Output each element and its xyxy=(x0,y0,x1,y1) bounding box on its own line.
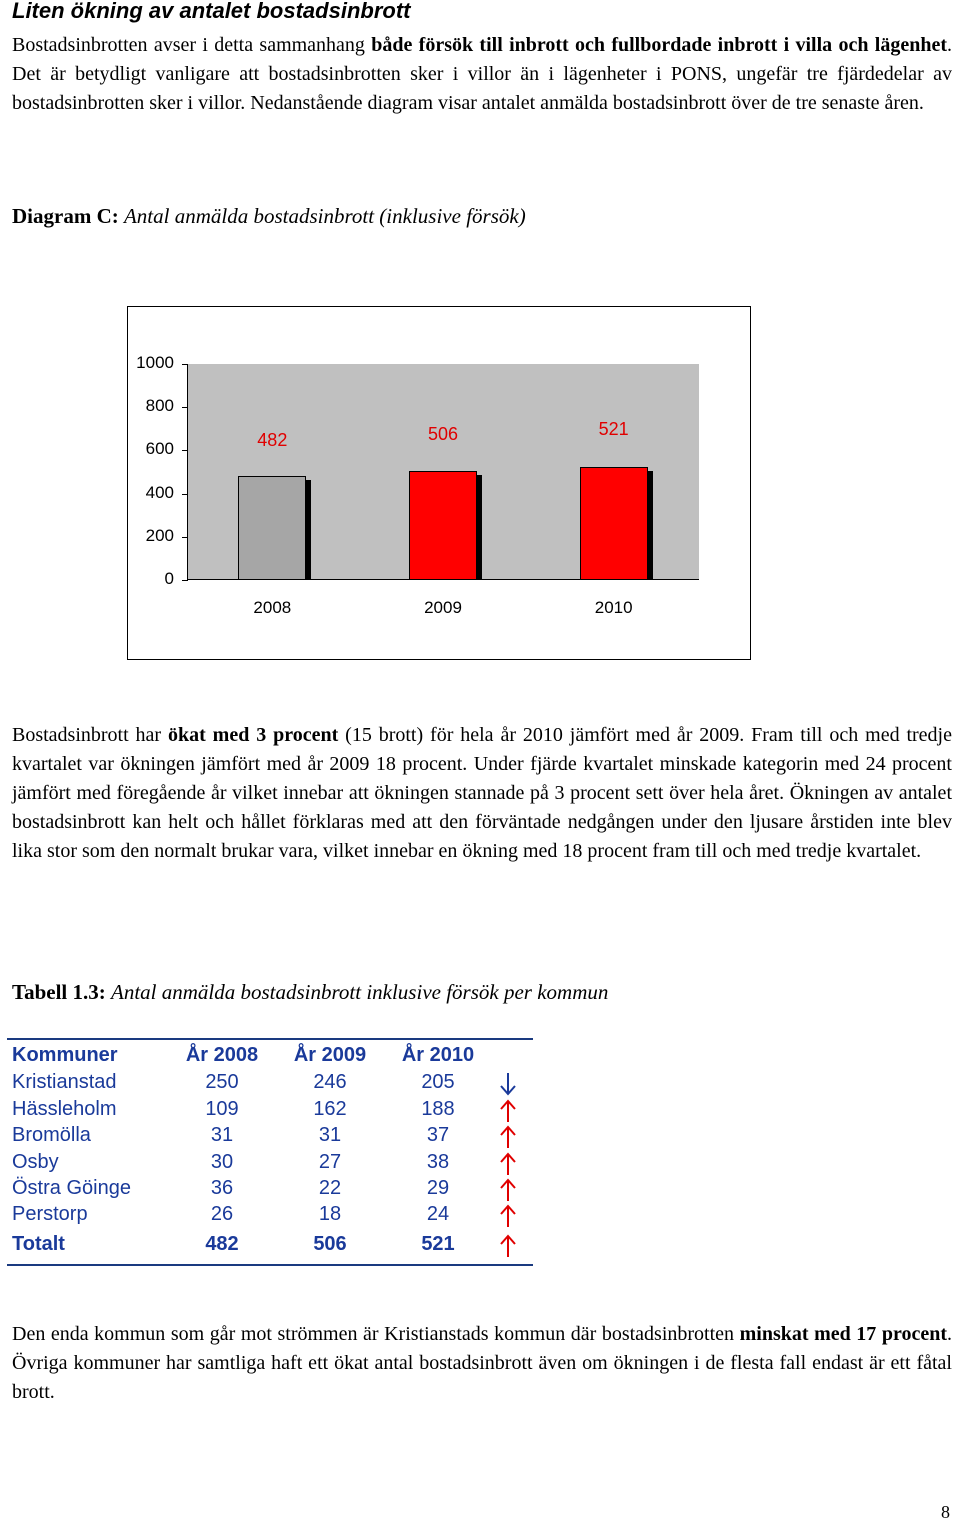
table-total-row xyxy=(7,1233,533,1259)
value-2010: 521 xyxy=(421,1233,455,1255)
y-tick-mark xyxy=(182,364,188,365)
value-2010: 205 xyxy=(421,1071,455,1093)
table-bottom-rule xyxy=(7,1264,533,1266)
table-row xyxy=(7,1203,533,1229)
x-tick-label-2008: 2008 xyxy=(253,598,292,617)
value-2008: 109 xyxy=(205,1098,239,1120)
y-tick-label: 800 xyxy=(145,396,174,416)
value-2009: 162 xyxy=(313,1098,347,1120)
data-label-2010: 521 xyxy=(598,419,629,440)
header-2008: År 2008 xyxy=(185,1044,259,1066)
table-row xyxy=(7,1071,533,1097)
y-tick-label: 600 xyxy=(145,439,174,459)
table-row xyxy=(7,1124,533,1150)
analysis-paragraph: Bostadsinbrott har ökat med 3 procent (15 brott) för hela år 2010 jämfört med år 2009. Fram till och med tredje kvartalet var ökningen jämfört med år 2009 18 procent. Under fjärde kvartalet minskade kategorin med 24 procent jämfört med föregående år vilket innebar att ökningen stannade på 3 procent sett över hela året. Ökningen av antalet bostadsinbrott kan helt och hållet förklaras med att den förväntade nedgången under den ljusare årstiden inte blev lika stor som den normalt brukar vara, vilket innebar en ökning med 18 procent fram till och med tredje kvartalet. xyxy=(12,724,952,862)
value-2010: 24 xyxy=(426,1203,450,1225)
arrow-up-icon xyxy=(497,1177,519,1203)
chart-caption: Diagram C: Antal anmälda bostadsinbrott (inklusive försök) xyxy=(12,204,526,228)
page-number: 8 xyxy=(941,1502,950,1522)
bar-2009 xyxy=(409,471,477,580)
header-2010: År 2010 xyxy=(401,1044,475,1066)
table-row xyxy=(7,1151,533,1177)
kommun-name: Östra Göinge xyxy=(12,1177,131,1199)
table-row xyxy=(7,1098,533,1124)
arrow-up-icon xyxy=(497,1203,519,1229)
value-2010: 188 xyxy=(421,1098,455,1120)
value-2008: 250 xyxy=(205,1071,239,1093)
y-tick-label: 400 xyxy=(145,482,174,502)
y-tick-mark xyxy=(182,494,188,495)
closing-paragraph: Den enda kommun som går mot strömmen är Kristianstads kommun där bostadsinbrotten minskat med 17 procent. Övriga kommuner har samtliga haft ett ökat antal bostadsinbrott även om ökningen i de flesta fall endast är ett fåtal brott. xyxy=(12,1323,953,1403)
y-tick-label: 0 xyxy=(164,569,174,588)
arrow-up-icon xyxy=(497,1151,519,1177)
arrow-up-icon xyxy=(497,1124,519,1150)
value-2009: 18 xyxy=(318,1203,342,1225)
x-tick-label-2010: 2010 xyxy=(594,598,633,617)
y-tick-label: 1000 xyxy=(136,353,174,372)
value-2008: 31 xyxy=(210,1124,234,1146)
header-kommuner: Kommuner xyxy=(12,1044,118,1066)
arrow-down-icon xyxy=(497,1071,519,1097)
bar-2008 xyxy=(238,476,306,580)
page-heading: Liten ökning av antalet bostadsinbrott xyxy=(12,0,411,23)
kommun-name: Perstorp xyxy=(12,1203,88,1225)
value-2008: 482 xyxy=(205,1233,239,1255)
arrow-up-icon xyxy=(497,1233,519,1259)
value-2009: 506 xyxy=(313,1233,347,1255)
bar-2010 xyxy=(580,467,648,580)
value-2009: 22 xyxy=(318,1177,342,1199)
value-2008: 36 xyxy=(210,1177,234,1199)
kommun-name: Hässleholm xyxy=(12,1098,117,1120)
value-2008: 30 xyxy=(210,1151,234,1173)
y-tick-label: 200 xyxy=(145,525,174,545)
value-2010: 37 xyxy=(426,1124,450,1146)
data-label-2008: 482 xyxy=(257,429,288,450)
y-tick-mark xyxy=(182,537,188,538)
x-tick-label-2009: 2009 xyxy=(424,598,462,617)
header-2009: År 2009 xyxy=(293,1044,367,1066)
value-2010: 38 xyxy=(426,1151,450,1173)
table-row xyxy=(7,1177,533,1203)
kommun-name: Kristianstad xyxy=(12,1071,117,1093)
y-tick-mark xyxy=(182,580,188,581)
value-2009: 27 xyxy=(318,1151,342,1173)
table-header-row xyxy=(7,1044,533,1070)
arrow-up-icon xyxy=(497,1098,519,1124)
value-2010: 29 xyxy=(426,1177,450,1199)
data-label-2009: 506 xyxy=(427,423,459,444)
table-top-rule xyxy=(7,1038,533,1040)
y-tick-mark xyxy=(182,450,188,451)
table-caption: Tabell 1.3: Antal anmälda bostadsinbrott inklusive försök per kommun xyxy=(12,980,609,1004)
y-tick-mark xyxy=(182,407,188,408)
value-2009: 31 xyxy=(318,1124,342,1146)
kommun-name: Bromölla xyxy=(12,1124,91,1146)
kommun-name: Osby xyxy=(12,1151,59,1173)
intro-paragraph: Bostadsinbrotten avser i detta sammanhang både försök till inbrott och fullbordade inbrott i villa och lägenhet. Det är betydligt vanligare att bostadsinbrotten sker i villor än i lägenheter i PONS, ungefär tre fjärdedelar av bostadsinbrotten sker i villor. Nedanstående diagram visar antalet anmälda bostadsinbrott över de tre senaste åren. xyxy=(12,34,952,114)
kommun-name: Totalt xyxy=(12,1233,65,1255)
value-2009: 246 xyxy=(313,1071,347,1093)
value-2008: 26 xyxy=(210,1203,234,1225)
